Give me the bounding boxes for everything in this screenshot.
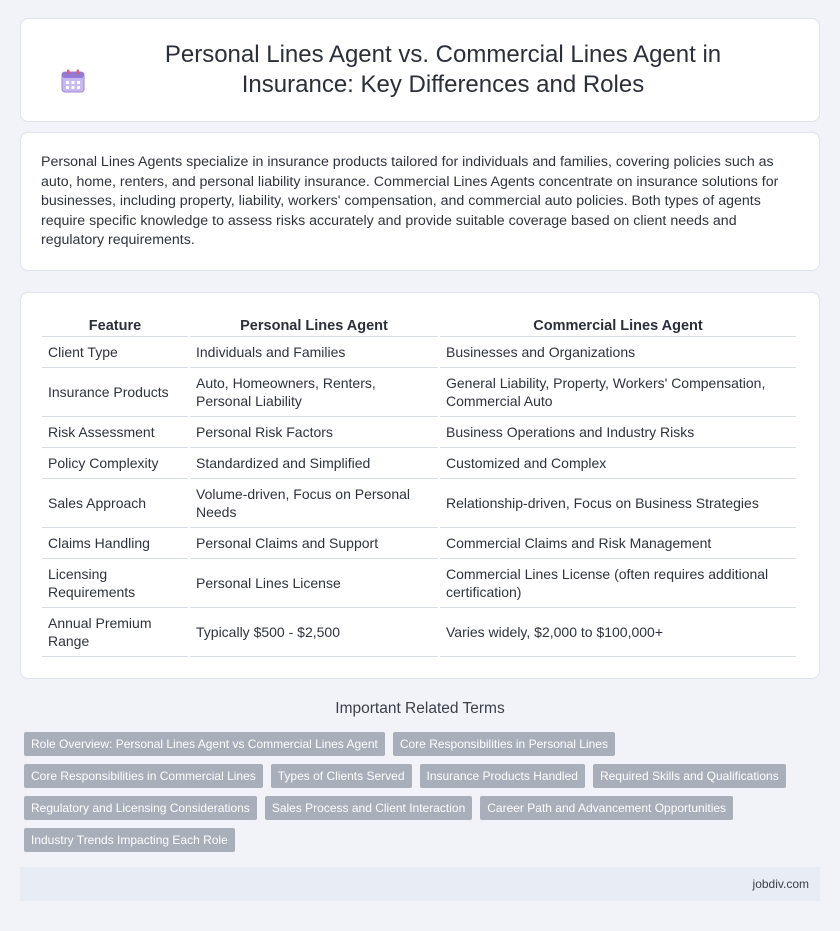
title-card xyxy=(20,18,820,122)
table-cell: Commercial Lines License (often requires additional certification) xyxy=(440,559,796,608)
table-row xyxy=(42,479,796,528)
calendar-icon xyxy=(60,68,86,94)
table-cell: Commercial Claims and Risk Management xyxy=(440,528,796,559)
related-term-tag[interactable]: Industry Trends Impacting Each Role xyxy=(24,828,235,852)
table-row xyxy=(42,337,796,368)
table-cell: Businesses and Organizations xyxy=(440,337,796,368)
table-cell: Personal Lines License xyxy=(190,559,438,608)
table-cell: Claims Handling xyxy=(42,528,188,559)
table-row xyxy=(42,608,796,657)
table-cell: Auto, Homeowners, Renters, Personal Liability xyxy=(190,368,438,417)
footer xyxy=(20,867,820,901)
related-terms-list xyxy=(24,732,820,852)
table-cell: Client Type xyxy=(42,337,188,368)
related-term-tag[interactable]: Regulatory and Licensing Considerations xyxy=(24,796,257,820)
page-title: Personal Lines Agent vs. Commercial Lines Agent in Insurance: Key Differences and Roles xyxy=(164,41,722,98)
table-cell: Insurance Products xyxy=(42,368,188,417)
table-row xyxy=(42,448,796,479)
title-wrap xyxy=(60,40,780,100)
table-header-feature: Feature xyxy=(42,311,188,337)
table-cell: Personal Claims and Support xyxy=(190,528,438,559)
table-cell: Sales Approach xyxy=(42,479,188,528)
table-row xyxy=(42,417,796,448)
table-cell: Policy Complexity xyxy=(42,448,188,479)
related-term-tag[interactable]: Sales Process and Client Interaction xyxy=(265,796,472,820)
table-cell: Varies widely, $2,000 to $100,000+ xyxy=(440,608,796,657)
related-terms-heading: Important Related Terms xyxy=(335,700,505,717)
related-term-tag[interactable]: Career Path and Advancement Opportunities xyxy=(480,796,733,820)
table-row xyxy=(42,368,796,417)
footer-site-link[interactable]: jobdiv.com xyxy=(752,877,809,891)
related-term-tag[interactable]: Role Overview: Personal Lines Agent vs Commercial Lines Agent xyxy=(24,732,385,756)
table-cell: Volume-driven, Focus on Personal Needs xyxy=(190,479,438,528)
related-term-tag[interactable]: Core Responsibilities in Commercial Lines xyxy=(24,764,263,788)
intro-paragraph: Personal Lines Agents specialize in insurance products tailored for individuals and families, covering policies such as auto, home, renters, and personal liability insurance. Commercial Lines Agents concentrate on insurance solutions for businesses, including property, liability, workers' compensation, and commercial auto policies. Both types of agents require specific knowledge to assess risks accurately and provide suitable coverage based on client needs and regulatory requirements. xyxy=(41,154,779,248)
table-cell: Typically $500 - $2,500 xyxy=(190,608,438,657)
table-cell: Personal Risk Factors xyxy=(190,417,438,448)
table-header-commercial: Commercial Lines Agent xyxy=(440,311,796,337)
intro-card xyxy=(20,132,820,271)
table-header-personal: Personal Lines Agent xyxy=(190,311,438,337)
table-cell: Individuals and Families xyxy=(190,337,438,368)
table-cell: Risk Assessment xyxy=(42,417,188,448)
comparison-table xyxy=(40,311,798,657)
table-cell: Relationship-driven, Focus on Business Strategies xyxy=(440,479,796,528)
related-term-tag[interactable]: Core Responsibilities in Personal Lines xyxy=(393,732,615,756)
comparison-table-card xyxy=(20,292,820,679)
related-term-tag[interactable]: Required Skills and Qualifications xyxy=(593,764,786,788)
table-row xyxy=(42,559,796,608)
table-cell: Standardized and Simplified xyxy=(190,448,438,479)
table-row xyxy=(42,528,796,559)
table-cell: Customized and Complex xyxy=(440,448,796,479)
table-cell: Annual Premium Range xyxy=(42,608,188,657)
table-header-row xyxy=(42,311,796,337)
table-cell: General Liability, Property, Workers' Compensation, Commercial Auto xyxy=(440,368,796,417)
table-cell: Business Operations and Industry Risks xyxy=(440,417,796,448)
related-term-tag[interactable]: Types of Clients Served xyxy=(271,764,412,788)
table-cell: Licensing Requirements xyxy=(42,559,188,608)
related-term-tag[interactable]: Insurance Products Handled xyxy=(420,764,585,788)
